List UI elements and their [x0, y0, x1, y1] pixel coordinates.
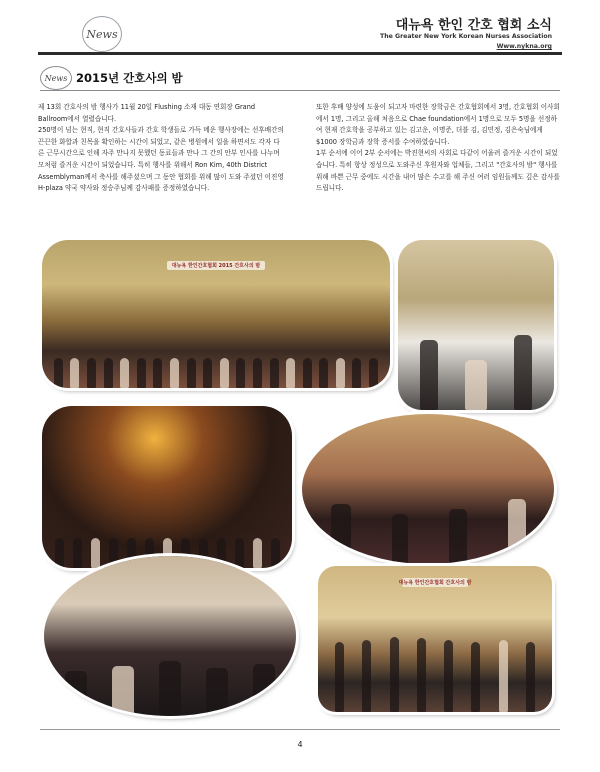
article-paragraph: 250명이 넘는 현직, 현직 간호사들과 간호 학생들로 가득 메운 행사장에는 선후배간의 끈끈한 화합과 친목을 확인하는 시간이 되었고, 같은 병원에서 일을 하면서도 각자 다른 근무시간으로 인해 자주 만나지 못했던 동료들과 만나 그 간의 안부 인사를 나누며 모처럼 즐거운 시간이 되었습니다. 특히 행사를 위해서 Ron Kim, 40th District Assemblyman께서 축사를 해주셨으며 그 동안 협회를 위해 많이 도와 주셨던 이진영 H-plaza 약국 약사와 정승주님께 감사패를 증정하였습니다. — [38, 126, 284, 193]
group-photo — [42, 240, 390, 388]
section-news-badge-text: News — [44, 73, 68, 83]
article-paragraph: 또한 후배 양성에 도움이 되고자 마련한 장학금은 간호협회에서 3명, 간호협회 이사회에서 1명, 그리고 올해 처음으로 Chae foundation에서 1명으로 모두 5명을 선정하여 현재 간호학을 공부하고 있는 김고운, 이명준, 더블 김, 김민정, 김은숙님에게 $1000 장학금과 장학 증서를 수여하였습니다. — [316, 103, 560, 146]
newsletter-logo-text: News — [86, 27, 118, 41]
article-title: 2015년 간호사의 밤 — [76, 71, 183, 85]
group-photo-crowd — [42, 307, 390, 388]
section-news-badge — [40, 66, 72, 90]
award-photo-banner — [398, 578, 472, 587]
section-divider — [40, 90, 560, 91]
group-photo-banner-text: 대뉴욕 한인간호협회 2015 간호사의 밤 — [171, 262, 261, 269]
newsletter-logo — [82, 16, 122, 52]
group-photo-banner — [167, 261, 264, 270]
award-photo-banner-text: 대뉴욕 한인간호협회 간호사의 밤 — [398, 579, 472, 586]
footer-divider — [40, 729, 560, 730]
dancing-guests-photo — [302, 414, 554, 564]
article-column-left — [38, 102, 284, 195]
newsletter-url-link[interactable]: Www.nykna.org — [496, 43, 552, 50]
table-guests-people — [44, 628, 296, 716]
toast-photo-people — [398, 317, 554, 411]
dance-floor-photo — [42, 406, 292, 568]
article-paragraph: 1부 순서에 이어 2부 순서에는 박진현씨의 사회로 다같이 어울려 즐거운 시간이 되었습니다. 특히 항상 정성으로 도와주신 후원자와 업체들, 그리고 "간호사의 밤" 행사를 위해 바쁜 근무 중에도 시간을 내어 많은 수고를 해 주신 여러 임원들께도 깊은 감사를 드립니다. — [316, 149, 560, 193]
toast-photo — [398, 240, 554, 410]
table-guests-photo — [44, 556, 296, 716]
article-column-right — [316, 102, 562, 195]
article-paragraph: 제 13회 간호사의 밤 행사가 11월 20일 Flushing 소재 대동 연회장 Grand Ballroom에서 열렸습니다. — [38, 103, 256, 123]
newsletter-subtitle: The Greater New York Korean Nurses Association — [380, 33, 552, 40]
dance-floor-people — [42, 479, 292, 568]
scholarship-award-photo — [318, 566, 552, 712]
newsletter-title: 대뉴욕 한인 간호 협회 소식 — [395, 18, 552, 33]
award-photo-people — [318, 632, 552, 712]
dancing-guests-people — [302, 482, 554, 565]
page-number: 4 — [297, 740, 303, 749]
header-divider — [38, 52, 562, 55]
